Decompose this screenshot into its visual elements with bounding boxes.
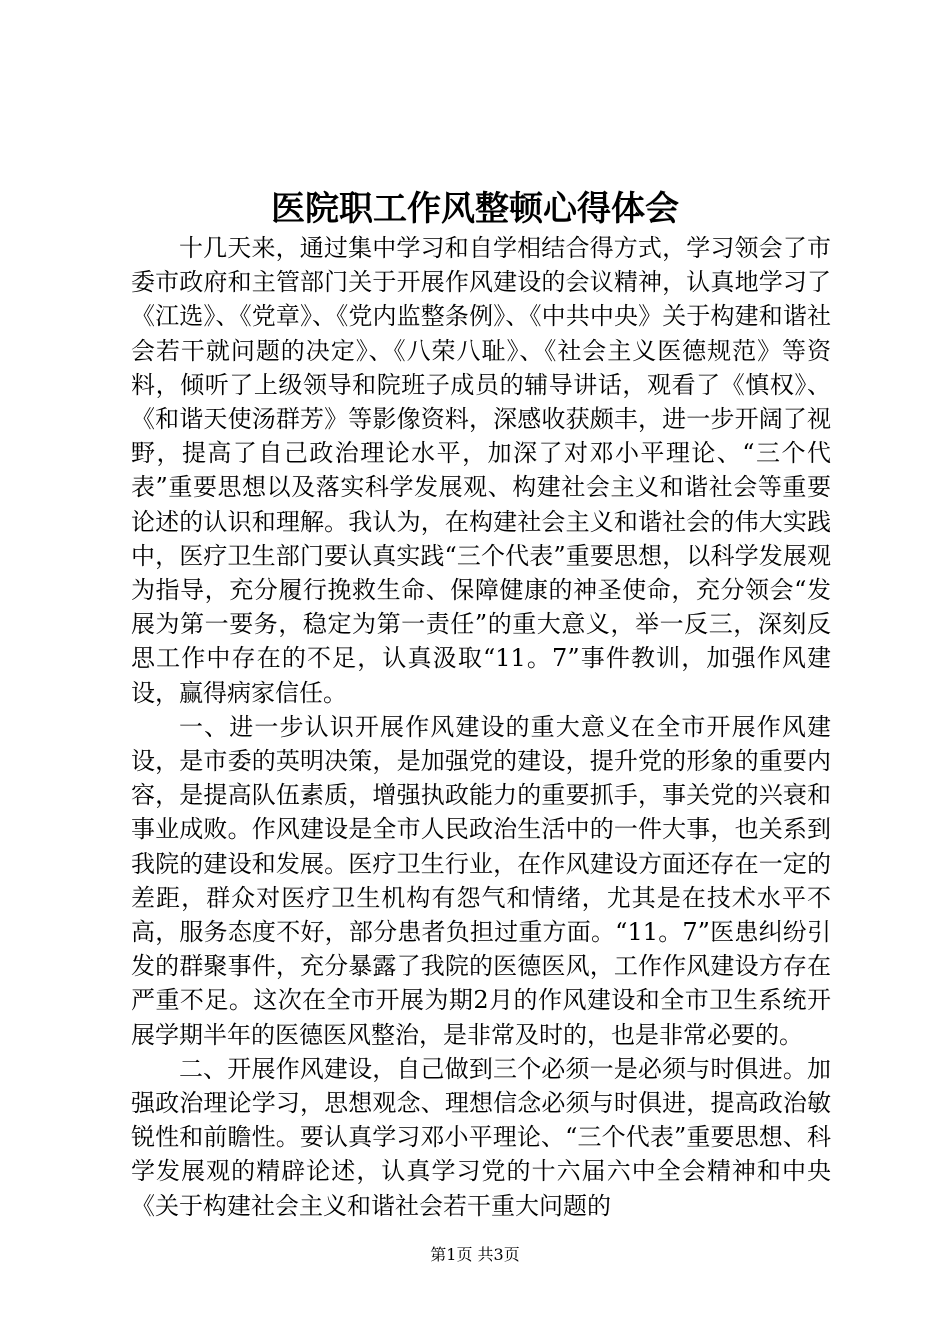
paragraph-section-two: 二、开展作风建设，自己做到三个必须一是必须与时俱进。加强政治理论学习，思想观念、理想信念必须与时俱进，提高政治敏锐性和前瞻性。要认真学习邓小平理论、“三个代表”重要思想、科学发展观的精辟论述，认真学习党的十六届六中全会精神和中央《关于构建社会主义和谐社会若干重大问题的 bbox=[131, 1054, 831, 1220]
page-number-footer: 第1页 共3页 bbox=[430, 1245, 520, 1264]
paragraph-section-one: 一、进一步认识开展作风建设的重大意义在全市开展作风建设，是市委的英明决策，是加强党的建设，提升党的形象的重要内容，是提高队伍素质，增强执政能力的重要抓手，事关党的兴衰和事业成败。作风建设是全市人民政治生活中的一件大事，也关系到我院的建设和发展。医疗卫生行业，在作风建设方面还存在一定的差距，群众对医疗卫生机构有怨气和情绪，尤其是在技术水平不高，服务态度不好，部分患者负担过重方面。“11。7”医患纠纷引发的群聚事件，充分暴露了我院的医德医风，工作作风建设方存在严重不足。这次在全市开展为期2月的作风建设和全市卫生系统开展学期半年的医德医风整治，是非常及时的，也是非常必要的。 bbox=[131, 712, 831, 1049]
document-body bbox=[131, 231, 831, 1223]
paragraph-intro: 十几天来，通过集中学习和自学相结合得方式，学习领会了市委市政府和主管部门关于开展作风建设的会议精神，认真地学习了《江选》、《党章》、《党内监整条例》、《中共中央》关于构建和谐社会若干就问题的决定》、《八荣八耻》、《社会主义医德规范》等资料，倾听了上级领导和院班子成员的辅导讲话，观看了《慎权》、《和谐天使汤群芳》等影像资料，深感收获颇丰，进一步开阔了视野，提高了自己政治理论水平，加深了对邓小平理论、“三个代表”重要思想以及落实科学发展观、构建社会主义和谐社会等重要论述的认识和理解。我认为，在构建社会主义和谐社会的伟大实践中，医疗卫生部门要认真实践“三个代表”重要思想，以科学发展观为指导，充分履行挽救生命、保障健康的神圣使命，充分领会“发展为第一要务，稳定为第一责任”的重大意义，举一反三，深刻反思工作中存在的不足，认真汲取“11。7”事件教训，加强作风建设，赢得病家信任。 bbox=[131, 234, 831, 707]
document-title: 医院职工作风整顿心得体会 bbox=[271, 189, 679, 229]
